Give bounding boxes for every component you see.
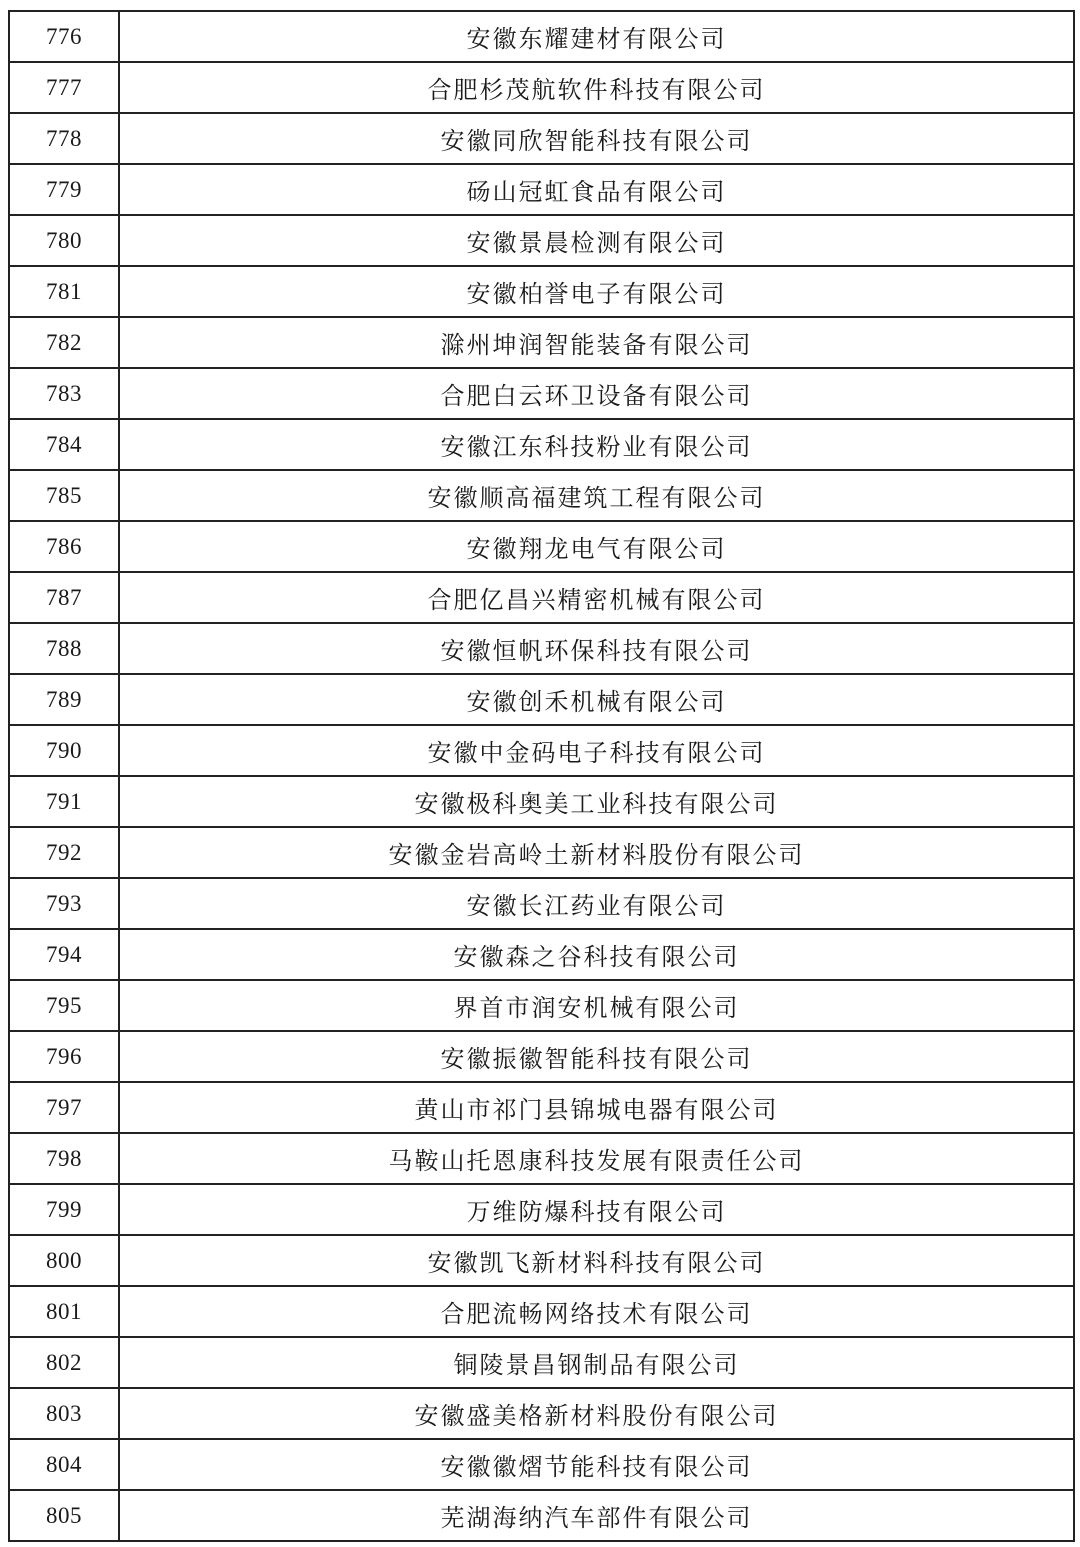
row-number: 803	[9, 1388, 119, 1439]
table-row	[9, 674, 1074, 725]
row-number: 794	[9, 929, 119, 980]
company-name: 安徽凯飞新材料科技有限公司	[119, 1235, 1074, 1286]
table-row	[9, 521, 1074, 572]
company-name: 安徽极科奥美工业科技有限公司	[119, 776, 1074, 827]
row-number: 796	[9, 1031, 119, 1082]
company-list-table	[8, 10, 1075, 1542]
row-number: 780	[9, 215, 119, 266]
table-row	[9, 776, 1074, 827]
table-row	[9, 1490, 1074, 1541]
row-number: 799	[9, 1184, 119, 1235]
table-row	[9, 1337, 1074, 1388]
table-row	[9, 725, 1074, 776]
row-number: 781	[9, 266, 119, 317]
row-number: 777	[9, 62, 119, 113]
row-number: 786	[9, 521, 119, 572]
company-name: 安徽东耀建材有限公司	[119, 11, 1074, 62]
company-name: 马鞍山托恩康科技发展有限责任公司	[119, 1133, 1074, 1184]
row-number: 783	[9, 368, 119, 419]
row-number: 782	[9, 317, 119, 368]
table-row	[9, 1286, 1074, 1337]
table-row	[9, 368, 1074, 419]
company-name: 砀山冠虹食品有限公司	[119, 164, 1074, 215]
company-name: 合肥亿昌兴精密机械有限公司	[119, 572, 1074, 623]
table-row	[9, 266, 1074, 317]
table-row	[9, 1133, 1074, 1184]
row-number: 805	[9, 1490, 119, 1541]
table-row	[9, 317, 1074, 368]
company-name: 安徽柏誉电子有限公司	[119, 266, 1074, 317]
company-name: 安徽翔龙电气有限公司	[119, 521, 1074, 572]
company-name: 合肥流畅网络技术有限公司	[119, 1286, 1074, 1337]
row-number: 793	[9, 878, 119, 929]
company-list-body	[9, 11, 1074, 1541]
company-name: 安徽盛美格新材料股份有限公司	[119, 1388, 1074, 1439]
row-number: 801	[9, 1286, 119, 1337]
table-row	[9, 11, 1074, 62]
company-name: 界首市润安机械有限公司	[119, 980, 1074, 1031]
row-number: 788	[9, 623, 119, 674]
table-row	[9, 419, 1074, 470]
company-name: 安徽江东科技粉业有限公司	[119, 419, 1074, 470]
table-row	[9, 827, 1074, 878]
table-row	[9, 1082, 1074, 1133]
row-number: 804	[9, 1439, 119, 1490]
company-name: 滁州坤润智能装备有限公司	[119, 317, 1074, 368]
company-name: 合肥白云环卫设备有限公司	[119, 368, 1074, 419]
row-number: 791	[9, 776, 119, 827]
row-number: 776	[9, 11, 119, 62]
company-name: 黄山市祁门县锦城电器有限公司	[119, 1082, 1074, 1133]
company-name: 铜陵景昌钢制品有限公司	[119, 1337, 1074, 1388]
table-row	[9, 1184, 1074, 1235]
table-row	[9, 164, 1074, 215]
table-row	[9, 62, 1074, 113]
company-name: 安徽金岩高岭土新材料股份有限公司	[119, 827, 1074, 878]
table-row	[9, 572, 1074, 623]
row-number: 778	[9, 113, 119, 164]
row-number: 792	[9, 827, 119, 878]
company-name: 安徽徽熠节能科技有限公司	[119, 1439, 1074, 1490]
company-name: 芜湖海纳汽车部件有限公司	[119, 1490, 1074, 1541]
row-number: 785	[9, 470, 119, 521]
company-name: 安徽振徽智能科技有限公司	[119, 1031, 1074, 1082]
table-row	[9, 1439, 1074, 1490]
company-name: 安徽顺高福建筑工程有限公司	[119, 470, 1074, 521]
company-name: 安徽恒帆环保科技有限公司	[119, 623, 1074, 674]
table-row	[9, 1235, 1074, 1286]
company-name: 安徽长江药业有限公司	[119, 878, 1074, 929]
company-name: 万维防爆科技有限公司	[119, 1184, 1074, 1235]
row-number: 784	[9, 419, 119, 470]
table-row	[9, 1388, 1074, 1439]
row-number: 787	[9, 572, 119, 623]
row-number: 802	[9, 1337, 119, 1388]
table-row	[9, 470, 1074, 521]
company-name: 安徽同欣智能科技有限公司	[119, 113, 1074, 164]
company-name: 安徽森之谷科技有限公司	[119, 929, 1074, 980]
row-number: 798	[9, 1133, 119, 1184]
company-name: 安徽中金码电子科技有限公司	[119, 725, 1074, 776]
table-row	[9, 929, 1074, 980]
company-name: 安徽景晨检测有限公司	[119, 215, 1074, 266]
row-number: 790	[9, 725, 119, 776]
row-number: 789	[9, 674, 119, 725]
company-name: 合肥杉茂航软件科技有限公司	[119, 62, 1074, 113]
table-row	[9, 1031, 1074, 1082]
table-row	[9, 113, 1074, 164]
row-number: 795	[9, 980, 119, 1031]
table-row	[9, 980, 1074, 1031]
row-number: 779	[9, 164, 119, 215]
table-row	[9, 215, 1074, 266]
row-number: 797	[9, 1082, 119, 1133]
table-row	[9, 878, 1074, 929]
row-number: 800	[9, 1235, 119, 1286]
company-name: 安徽创禾机械有限公司	[119, 674, 1074, 725]
table-row	[9, 623, 1074, 674]
